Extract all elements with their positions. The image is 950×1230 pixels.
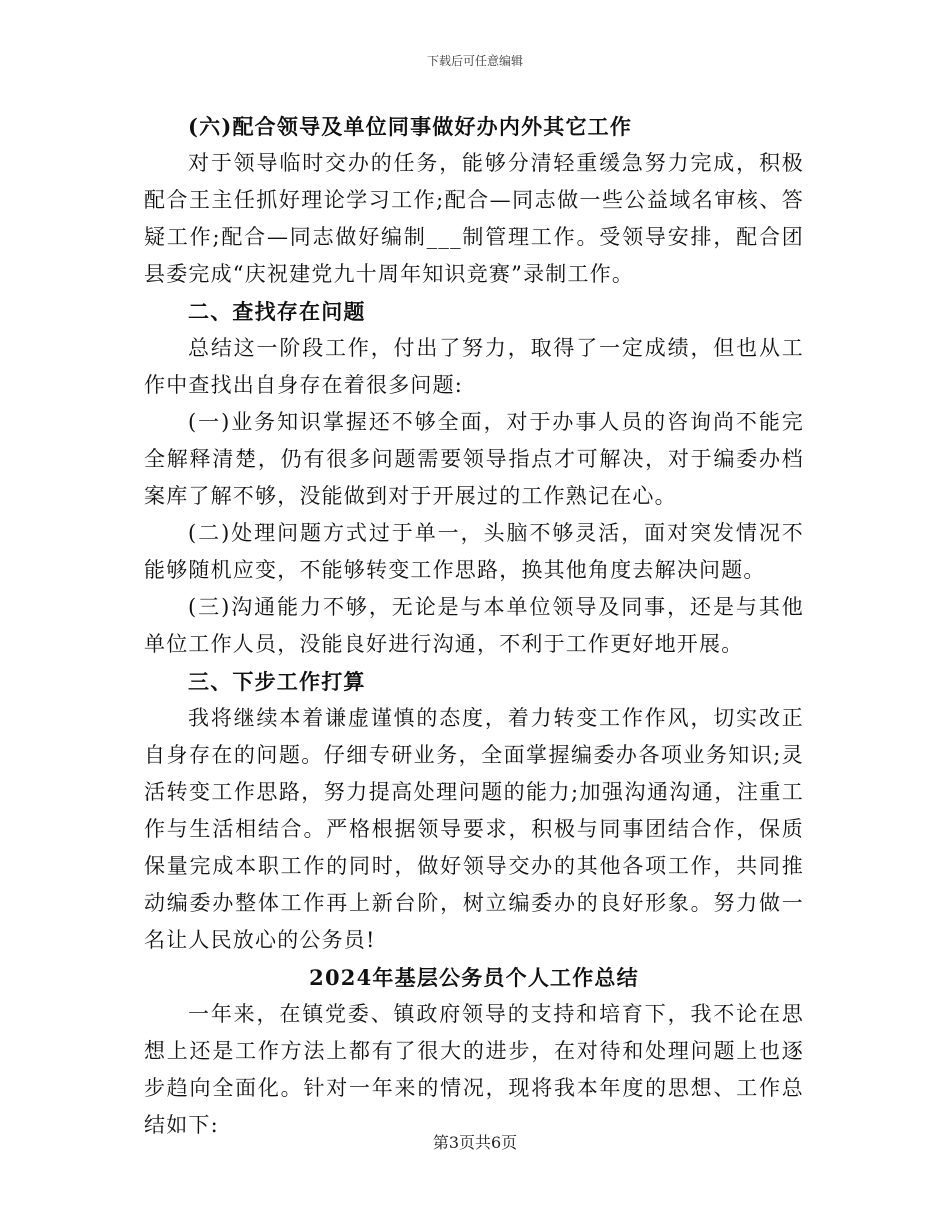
body-paragraph: 我将继续本着谦虚谨慎的态度，着力转变工作作风，切实改正自身存在的问题。仔细专研业务，全面掌握编委办各项业务知识;灵活转变工作思路，努力提高处理问题的能力;加强沟通沟通，注重工作与生活相结合。严格根据领导要求，积极与同事团结合作，保质保量完成本职工作的同时，做好领导交办的其他各项工作，共同推动编委办整体工作再上新台阶，树立编委办的良好形象。努力做一名让人民放心的公务员! (144, 706, 804, 952)
body-paragraph: 对于领导临时交办的任务，能够分清轻重缓急努力完成，积极配合王主任抓好理论学习工作;配合—同志做一些公益域名审核、答疑工作;配合—同志做好编制___制管理工作。受领导安排，配合团县委完成“庆祝建党九十周年知识竞赛”录制工作。 (144, 151, 804, 286)
body-paragraph: (一)业务知识掌握还不够全面，对于办事人员的咨询尚不能完全解释清楚，仍有很多问题需要领导指点才可解决，对于编委办档案库了解不够，没能做到对于开展过的工作熟记在心。 (144, 410, 804, 508)
body-paragraph: (二)处理问题方式过于单一，头脑不够灵活，面对突发情况不能够随机应变，不能够转变工作思路，换其他角度去解决问题。 (144, 521, 804, 582)
body-paragraph: 一年来，在镇党委、镇政府领导的支持和培育下，我不论在思想上还是工作方法上都有了很大的进步，在对待和处理问题上也逐步趋向全面化。针对一年来的情况，现将我本年度的思想、工作总结如下: (144, 1002, 804, 1137)
page-number: 第3页共6页 (432, 1133, 518, 1152)
body-paragraph: (三)沟通能力不够，无论是与本单位领导及同事，还是与其他单位工作人员，没能良好进行沟通，不利于工作更好地开展。 (144, 595, 804, 656)
section-heading-next-steps: 三、下步工作打算 (188, 669, 366, 694)
document-body (144, 108, 804, 1144)
section-heading-6: (六)配合领导及单位同事做好办内外其它工作 (188, 114, 633, 139)
body-paragraph: 总结这一阶段工作，付出了努力，取得了一定成绩，但也从工作中查找出自身存在着很多问题: (144, 336, 804, 397)
document-title: 2024年基层公务员个人工作总结 (309, 965, 639, 990)
page-header-note: 下载后可任意编辑 (426, 54, 523, 68)
section-heading-problems: 二、查找存在问题 (188, 299, 366, 324)
